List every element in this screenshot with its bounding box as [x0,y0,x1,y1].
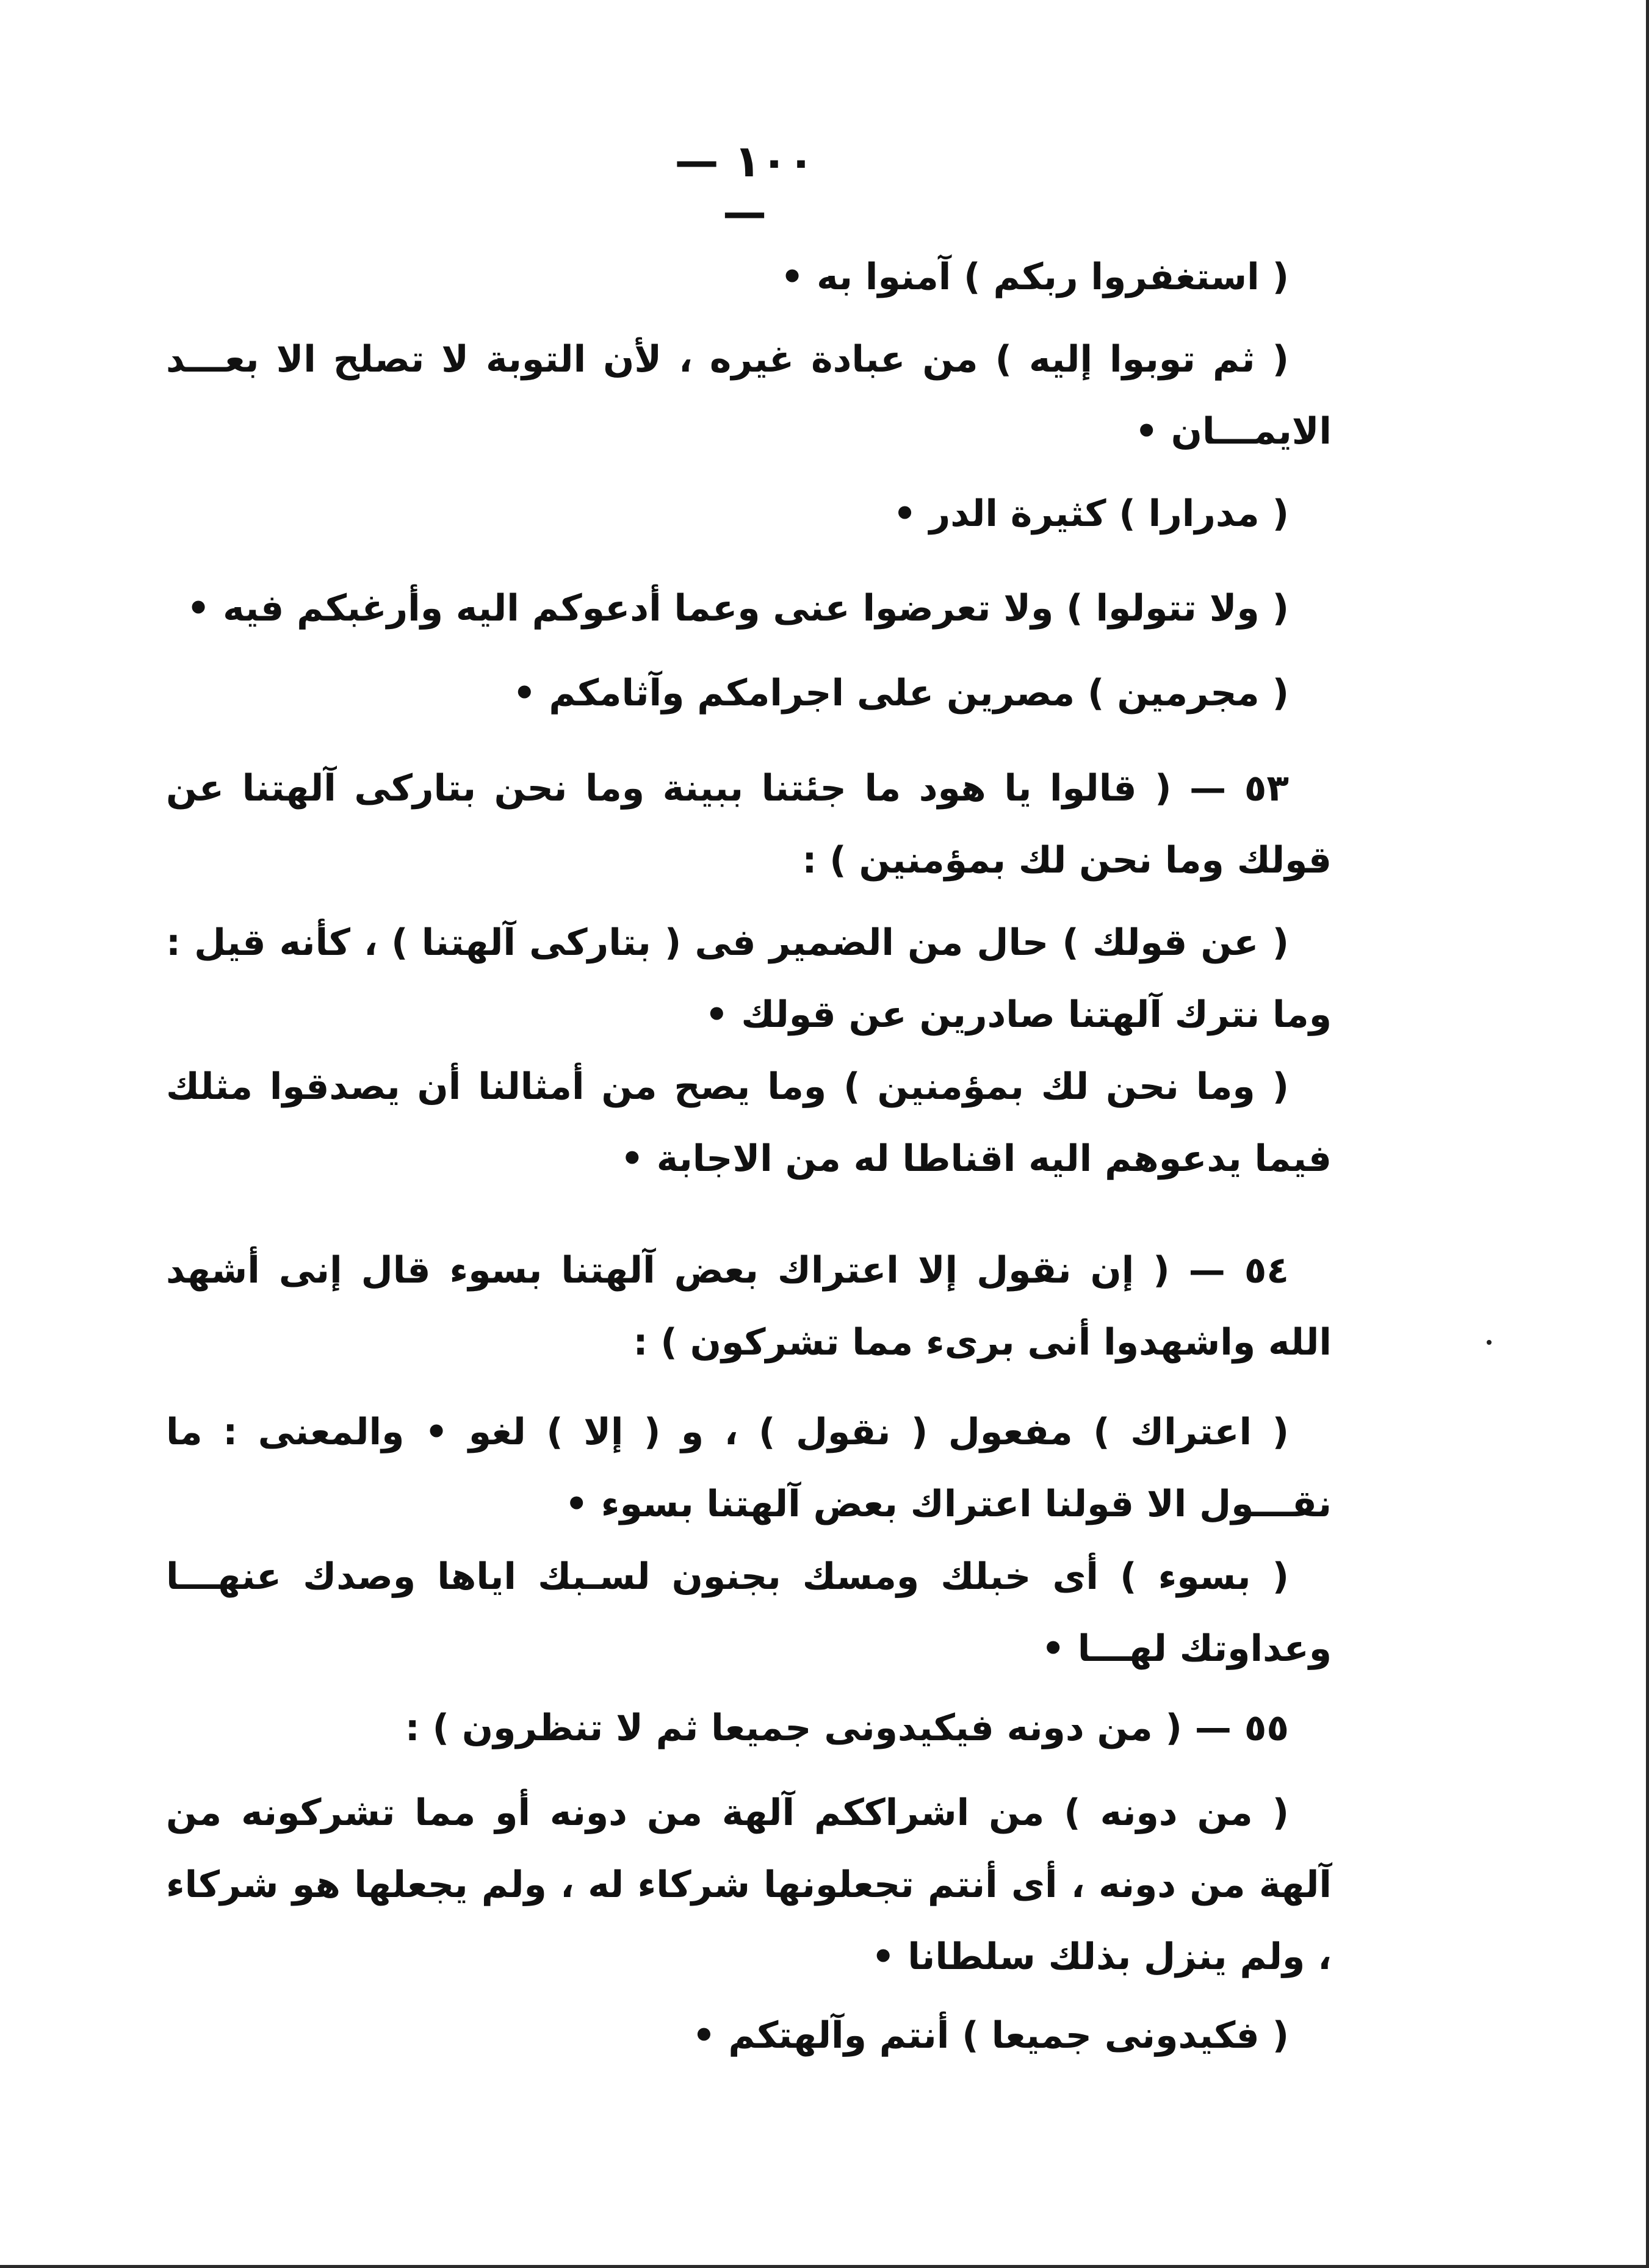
paragraph-14: ( فكيدونى جميعا ) أنتم وآلهتكم • [692,2014,1289,2057]
paragraph-10: ( اعتراك ) مفعول ( نقول ) ، و ( إلا ) لغو • والمعنى : ما نقـــول الا قولنا اعتراك بعض آلهتنا بسوء • [166,1411,1332,1525]
paragraph-7: ( عن قولك ) حال من الضمير فى ( بتاركى آلهتنا ) ، كأنه قيل : وما نترك آلهتنا صادرين عن قولك • [166,921,1332,1036]
scan-speck [1487,1340,1492,1345]
paragraph-8: ( وما نحن لك بمؤمنين ) وما يصح من أمثالنا أن يصدقوا مثلك فيما يدعوهم اليه اقناطا له من الاجابة • [166,1065,1332,1180]
paragraph-6: ٥٣ — ( قالوا يا هود ما جئتنا ببينة وما نحن بتاركى آلهتنا عن قولك وما نحن لك بمؤمنين ) : [166,767,1332,882]
paragraph-13: ( من دونه ) من اشراككم آلهة من دونه أو مما تشركونه من آلهة من دونه ، أى أنتم تجعلونها شركاء له ، ولم يجعلها هو شركاء ، ولم ينزل بذلك سلطانا • [166,1791,1332,1978]
paragraph-9: ٥٤ — ( إن نقول إلا اعتراك بعض آلهتنا بسوء قال إنى أشهد الله واشهدوا أنى برىء مما تشركون ) : [166,1249,1332,1364]
paragraph-2: ( ثم توبوا إليه ) من عبادة غيره ، لأن التوبة لا تصلح الا بعـــد الايمـــان • [166,338,1332,453]
paragraph-1: ( استغفروا ربكم ) آمنوا به • [780,256,1289,298]
paragraph-4: ( ولا تتولوا ) ولا تعرضوا عنى وعما أدعوكم اليه وأرغبكم فيه • [186,587,1289,630]
paragraph-11: ( بسوء ) أى خبلك ومسك بجنون لسـبك اياها وصدك عنهـــا وعداوتك لهـــا • [166,1555,1332,1670]
paragraph-12: ٥٥ — ( من دونه فيكيدونى جميعا ثم لا تنظرون ) : [405,1707,1289,1749]
paragraph-3: ( مدرارا ) كثيرة الدر • [893,492,1289,535]
paragraph-5: ( مجرمين ) مصرين على اجرامكم وآثامكم • [513,672,1289,715]
page-number: — ١٠٠ — [674,135,815,238]
